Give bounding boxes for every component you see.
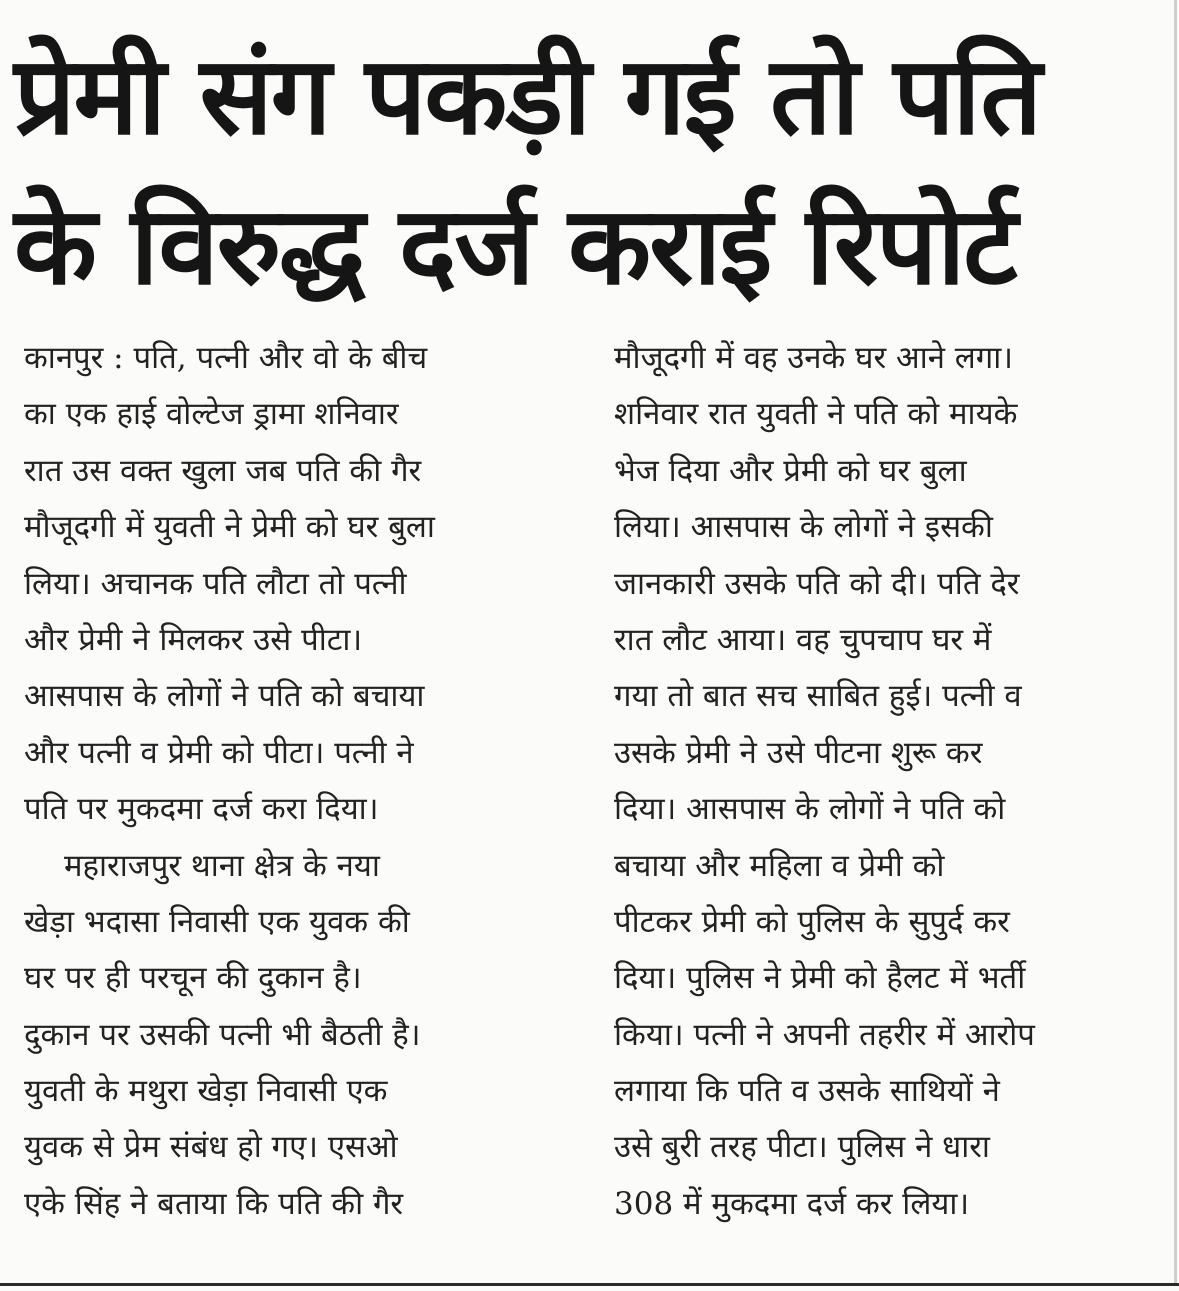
article-line: लिया। अचानक पति लौटा तो पत्नी [24,565,407,602]
right-edge-rule [1174,0,1177,1286]
article-line: रात लौट आया। वह चुपचाप घर में [614,621,992,658]
article-column-right [614,330,1162,1232]
article-line: दुकान पर उसकी पत्नी भी बैठती है। [24,1016,421,1053]
article-line: रात उस वक्त खुला जब पति की गैर [24,452,422,489]
article-line: बचाया और महिला व प्रेमी को [614,847,945,884]
article-line: भेज दिया और प्रेमी को घर बुला [614,452,967,489]
article-line: मौजूदगी में युवती ने प्रेमी को घर बुला [24,509,435,546]
article-line: घर पर ही परचून की दुकान है। [24,960,362,997]
bottom-rule [0,1283,1179,1286]
headline-line-1: प्रेमी संग पकड़ी गई तो पति [14,34,1041,159]
article-line: और प्रेमी ने मिलकर उसे पीटा। [24,621,363,658]
article-line: आसपास के लोगों ने पति को बचाया [24,678,425,715]
article-line: एके सिंह ने बताया कि पति की गैर [24,1185,404,1222]
article-column-left [24,330,572,1232]
article-line: किया। पत्नी ने अपनी तहरीर में आरोप [614,1016,1035,1053]
article-line: उसे बुरी तरह पीटा। पुलिस ने धारा [614,1129,990,1166]
article-line: लिया। आसपास के लोगों ने इसकी [614,509,993,546]
paragraph-start-line: महाराजपुर थाना क्षेत्र के नया [64,847,380,884]
article-line: दिया। पुलिस ने प्रेमी को हैलट में भर्ती [614,960,1026,997]
article-line: दिया। आसपास के लोगों ने पति को [614,791,1006,828]
article-line: शनिवार रात युवती ने पति को मायके [614,396,1018,433]
article-line: युवक से प्रेम संबंध हो गए। एसओ [24,1129,398,1166]
article-line: लगाया कि पति व उसके साथियों ने [614,1073,1000,1110]
headline [14,22,1164,322]
article-line: पीटकर प्रेमी को पुलिस के सुपुर्द कर [614,903,1010,940]
article-line: और पत्नी व प्रेमी को पीटा। पत्नी ने [24,734,414,771]
article-line: गया तो बात सच साबित हुई। पत्नी व [614,678,1022,715]
article-line: कानपुर : पति, पत्नी और वो के बीच [24,340,428,376]
article-line: पति पर मुकदमा दर्ज करा दिया। [24,791,379,828]
headline-line-2: के विरुद्ध दर्ज कराई रिपोर्ट [14,184,1016,309]
article-line: का एक हाई वोल्टेज ड्रामा शनिवार [24,396,399,433]
article-line: खेड़ा भदासा निवासी एक युवक की [24,903,410,940]
article-line: युवती के मथुरा खेड़ा निवासी एक [24,1073,388,1110]
article-line: जानकारी उसके पति को दी। पति देर [614,565,1020,602]
article-line: मौजूदगी में वह उनके घर आने लगा। [614,340,1014,376]
article-line: उसके प्रेमी ने उसे पीटना शुरू कर [614,734,983,771]
article-line: 308 में मुकदमा दर्ज कर लिया। [614,1185,970,1222]
